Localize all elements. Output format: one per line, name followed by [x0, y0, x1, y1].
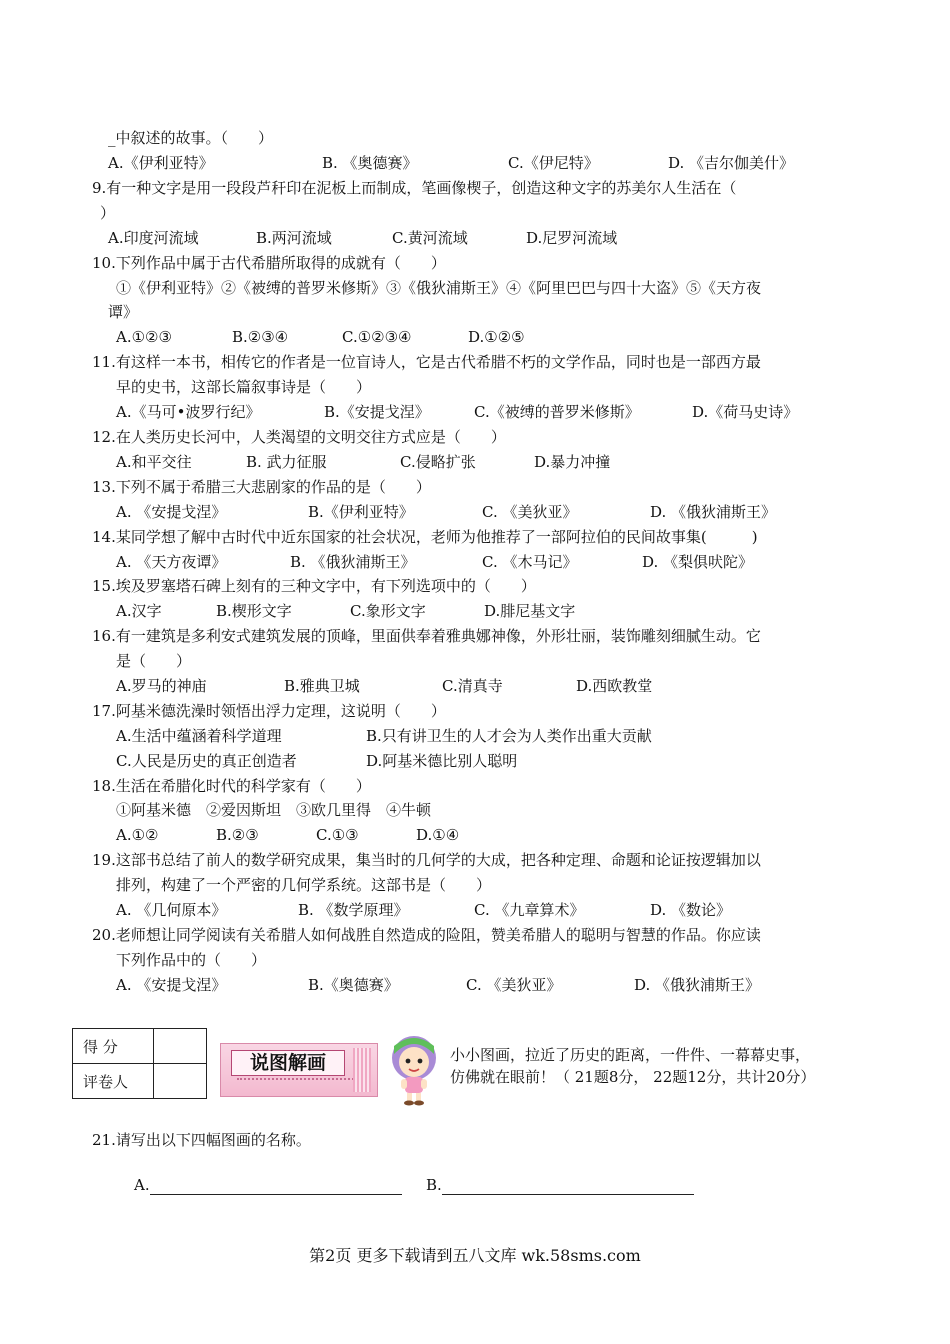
q18-option-b: B.②③ [216, 826, 259, 844]
q15-option-d: D.腓尼基文字 [484, 602, 576, 620]
score-label: 得 分 [73, 1029, 154, 1064]
q9-option-c: C.黄河流域 [392, 229, 468, 247]
q20-option-c: C. 《美狄亚》 [466, 976, 562, 994]
q16-option-a: A.罗马的神庙 [116, 677, 207, 695]
q17-stem: 17.阿基米德洗澡时领悟出浮力定理，这说明（ ） [92, 702, 446, 720]
q19-stem-line1: 19.这部书总结了前人的数学研究成果，集当时的几何学的大成，把各种定理、命题和论证按逻辑加以 [92, 851, 761, 869]
q9-option-d: D.尼罗河流域 [526, 229, 618, 247]
q16-stem-line1: 16.有一建筑是多利安式建筑发展的顶峰，里面供奉着雅典娜神像，外形壮丽，装饰雕刻细腻生动。它 [92, 627, 761, 645]
q11-option-b: B.《安提戈涅》 [324, 403, 430, 421]
q10-option-b: B.②③④ [232, 328, 289, 346]
banner-stripe [353, 1048, 371, 1092]
q9-stem-line1: 9.有一种文字是用一段段芦秆印在泥板上而制成，笔画像楔子，创造这种文字的苏美尔人生活在（ [92, 179, 737, 197]
q17-option-d: D.阿基米德比别人聪明 [366, 752, 518, 770]
q16-option-b: B.雅典卫城 [284, 677, 360, 695]
q11-stem-line1: 11.有这样一本书，相传它的作者是一位盲诗人，它是古代希腊不朽的文学作品，同时也是一部西方最 [92, 353, 761, 371]
q12-stem: 12.在人类历史长河中，人类渴望的文明交往方式应是（ ） [92, 428, 506, 446]
q13-option-d: D. 《俄狄浦斯王》 [650, 503, 777, 521]
q14-option-c: C. 《木马记》 [482, 553, 578, 571]
section-intro-line2: 仿佛就在眼前！（ 21题8分， 22题12分，共计20分） [450, 1068, 816, 1086]
q16-option-c: C.清真寺 [442, 677, 503, 695]
q14-option-a: A. 《天方夜谭》 [116, 553, 227, 571]
q20-option-a: A. 《安提戈涅》 [116, 976, 227, 994]
q18-option-a: A.①② [116, 826, 159, 844]
q10-stem-line2: ①《伊利亚特》②《被缚的普罗米修斯》③《俄狄浦斯王》④《阿里巴巴与四十大盗》⑤《天方夜 [116, 279, 762, 297]
q8-option-a: A.《伊利亚特》 [108, 154, 214, 172]
q8-line: _中叙述的故事。（ ） [108, 129, 274, 147]
q8-option-c: C.《伊尼特》 [508, 154, 599, 172]
grader-cell [154, 1064, 207, 1099]
q12-option-d: D.暴力冲撞 [534, 453, 611, 471]
q11-option-a: A.《马可•波罗行纪》 [116, 403, 261, 421]
banner-title: 说图解画 [231, 1050, 345, 1076]
q12-option-b: B. 武力征服 [246, 453, 327, 471]
q21-blank-a-label: A. [134, 1176, 150, 1194]
q21-stem: 21.请写出以下四幅图画的名称。 [92, 1131, 311, 1149]
q14-option-b: B. 《俄狄浦斯王》 [290, 553, 416, 571]
q21-blank-b [426, 1175, 694, 1195]
score-table [72, 1028, 207, 1099]
q19-option-b: B. 《数学原理》 [298, 901, 409, 919]
q20-option-d: D. 《俄狄浦斯王》 [634, 976, 761, 994]
q17-option-a: A.生活中蕴涵着科学道理 [116, 727, 282, 745]
q9-option-b: B.两河流域 [256, 229, 332, 247]
q13-option-c: C. 《美狄亚》 [482, 503, 578, 521]
q21-answer-a-line [150, 1178, 402, 1195]
q14-option-d: D. 《梨俱吠陀》 [642, 553, 754, 571]
q10-option-d: D.①②⑤ [468, 328, 525, 346]
q8-option-d: D. 《吉尔伽美什》 [668, 154, 795, 172]
q10-option-c: C.①②③④ [342, 328, 412, 346]
cartoon-girl-icon [384, 1032, 444, 1106]
score-cell [154, 1029, 207, 1064]
q15-option-b: B.楔形文字 [216, 602, 292, 620]
q11-stem-line2: 早的史书，这部长篇叙事诗是（ ） [116, 378, 372, 396]
grader-label: 评卷人 [73, 1064, 154, 1099]
q18-option-d: D.①④ [416, 826, 460, 844]
q13-stem: 13.下列不属于希腊三大悲剧家的作品的是（ ） [92, 478, 431, 496]
q9-stem-line2: ） [100, 204, 116, 222]
q13-option-b: B.《伊利亚特》 [308, 503, 414, 521]
q20-stem-line1: 20.老师想让同学阅读有关希腊人如何战胜自然造成的险阻，赞美希腊人的聪明与智慧的作品。你应读 [92, 926, 761, 944]
q15-option-a: A.汉字 [116, 602, 162, 620]
q17-option-c: C.人民是历史的真正创造者 [116, 752, 297, 770]
q19-stem-line2: 排列，构建了一个严密的几何学系统。这部书是（ ） [116, 876, 492, 894]
q10-stem-line1: 10.下列作品中属于古代希腊所取得的成就有（ ） [92, 254, 446, 272]
q16-stem-line2: 是（ ） [116, 652, 192, 670]
section-banner [220, 1043, 378, 1097]
q12-option-a: A.和平交往 [116, 453, 192, 471]
q19-option-a: A. 《几何原本》 [116, 901, 227, 919]
q21-blank-b-label: B. [426, 1176, 442, 1194]
q19-option-c: C. 《九章算术》 [474, 901, 585, 919]
q19-option-d: D. 《数论》 [650, 901, 732, 919]
q11-option-d: D.《荷马史诗》 [692, 403, 799, 421]
q14-stem: 14.某同学想了解中古时代中近东国家的社会状况，老师为他推荐了一部阿拉伯的民间故事集( ) [92, 528, 758, 546]
q17-option-b: B.只有讲卫生的人才会为人类作出重大贡献 [366, 727, 652, 745]
q15-option-c: C.象形文字 [350, 602, 426, 620]
q10-stem-line3: 谭》 [108, 303, 139, 321]
q11-option-c: C.《被缚的普罗米修斯》 [474, 403, 640, 421]
banner-dots [237, 1078, 357, 1088]
q12-option-c: C.侵略扩张 [400, 453, 476, 471]
section-intro-line1: 小小图画，拉近了历史的距离，一件件、一幕幕史事， [450, 1046, 811, 1064]
q21-answer-b-line [442, 1178, 694, 1195]
q18-option-c: C.①③ [316, 826, 359, 844]
page-footer: 第2页 更多下载请到五八文库 wk.58sms.com [309, 1246, 641, 1265]
q10-option-a: A.①②③ [116, 328, 172, 346]
q16-option-d: D.西欧教堂 [576, 677, 653, 695]
q13-option-a: A. 《安提戈涅》 [116, 503, 227, 521]
q20-stem-line2: 下列作品中的（ ） [116, 951, 267, 969]
q18-stem-line1: 18.生活在希腊化时代的科学家有（ ） [92, 777, 371, 795]
q9-option-a: A.印度河流域 [108, 229, 199, 247]
q18-stem-line2: ①阿基米德 ②爱因斯坦 ③欧几里得 ④牛顿 [116, 801, 432, 819]
q8-option-b: B. 《奥德赛》 [322, 154, 418, 172]
q21-blank-a [134, 1175, 402, 1195]
q20-option-b: B.《奥德赛》 [308, 976, 399, 994]
q15-stem: 15.埃及罗塞塔石碑上刻有的三种文字中，有下列选项中的（ ） [92, 577, 536, 595]
